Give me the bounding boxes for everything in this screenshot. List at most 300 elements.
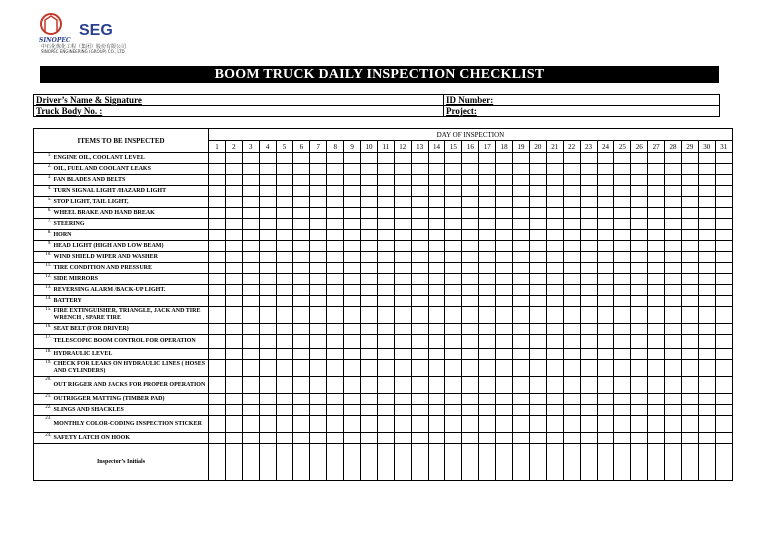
check-cell-day-4[interactable] xyxy=(259,153,276,164)
check-cell-day-12[interactable] xyxy=(394,405,411,416)
check-cell-day-14[interactable] xyxy=(428,230,445,241)
check-cell-day-12[interactable] xyxy=(394,219,411,230)
check-cell-day-6[interactable] xyxy=(293,285,310,296)
check-cell-day-22[interactable] xyxy=(563,433,580,444)
check-cell-day-17[interactable] xyxy=(479,433,496,444)
check-cell-day-27[interactable] xyxy=(648,296,665,307)
check-cell-day-5[interactable] xyxy=(276,335,293,349)
check-cell-day-12[interactable] xyxy=(394,360,411,377)
check-cell-day-10[interactable] xyxy=(361,394,378,405)
check-cell-day-6[interactable] xyxy=(293,230,310,241)
check-cell-day-27[interactable] xyxy=(648,208,665,219)
check-cell-day-22[interactable] xyxy=(563,377,580,394)
check-cell-day-12[interactable] xyxy=(394,349,411,360)
check-cell-day-3[interactable] xyxy=(242,394,259,405)
check-cell-day-4[interactable] xyxy=(259,349,276,360)
check-cell-day-24[interactable] xyxy=(597,263,614,274)
check-cell-day-28[interactable] xyxy=(665,405,682,416)
check-cell-day-5[interactable] xyxy=(276,416,293,433)
check-cell-day-2[interactable] xyxy=(225,164,242,175)
check-cell-day-19[interactable] xyxy=(513,285,530,296)
check-cell-day-26[interactable] xyxy=(631,405,648,416)
check-cell-day-24[interactable] xyxy=(597,219,614,230)
check-cell-day-28[interactable] xyxy=(665,241,682,252)
check-cell-day-31[interactable] xyxy=(715,175,732,186)
check-cell-day-9[interactable] xyxy=(344,307,361,324)
check-cell-day-11[interactable] xyxy=(377,335,394,349)
check-cell-day-12[interactable] xyxy=(394,175,411,186)
check-cell-day-12[interactable] xyxy=(394,241,411,252)
check-cell-day-23[interactable] xyxy=(580,307,597,324)
check-cell-day-19[interactable] xyxy=(513,307,530,324)
check-cell-day-3[interactable] xyxy=(242,405,259,416)
check-cell-day-24[interactable] xyxy=(597,208,614,219)
check-cell-day-19[interactable] xyxy=(513,164,530,175)
check-cell-day-9[interactable] xyxy=(344,175,361,186)
check-cell-day-14[interactable] xyxy=(428,252,445,263)
initials-cell-day-29[interactable] xyxy=(681,444,698,481)
check-cell-day-6[interactable] xyxy=(293,335,310,349)
check-cell-day-27[interactable] xyxy=(648,433,665,444)
check-cell-day-16[interactable] xyxy=(462,197,479,208)
check-cell-day-14[interactable] xyxy=(428,219,445,230)
check-cell-day-8[interactable] xyxy=(327,197,344,208)
check-cell-day-17[interactable] xyxy=(479,186,496,197)
check-cell-day-26[interactable] xyxy=(631,324,648,335)
check-cell-day-17[interactable] xyxy=(479,263,496,274)
check-cell-day-9[interactable] xyxy=(344,197,361,208)
check-cell-day-24[interactable] xyxy=(597,335,614,349)
check-cell-day-18[interactable] xyxy=(496,416,513,433)
initials-cell-day-6[interactable] xyxy=(293,444,310,481)
check-cell-day-1[interactable] xyxy=(209,416,226,433)
initials-cell-day-16[interactable] xyxy=(462,444,479,481)
check-cell-day-12[interactable] xyxy=(394,416,411,433)
check-cell-day-5[interactable] xyxy=(276,433,293,444)
check-cell-day-4[interactable] xyxy=(259,164,276,175)
check-cell-day-11[interactable] xyxy=(377,153,394,164)
check-cell-day-24[interactable] xyxy=(597,394,614,405)
check-cell-day-5[interactable] xyxy=(276,324,293,335)
check-cell-day-15[interactable] xyxy=(445,252,462,263)
check-cell-day-14[interactable] xyxy=(428,197,445,208)
check-cell-day-14[interactable] xyxy=(428,416,445,433)
check-cell-day-23[interactable] xyxy=(580,208,597,219)
initials-cell-day-13[interactable] xyxy=(411,444,428,481)
check-cell-day-9[interactable] xyxy=(344,433,361,444)
check-cell-day-23[interactable] xyxy=(580,360,597,377)
check-cell-day-8[interactable] xyxy=(327,285,344,296)
check-cell-day-29[interactable] xyxy=(681,175,698,186)
check-cell-day-10[interactable] xyxy=(361,285,378,296)
check-cell-day-14[interactable] xyxy=(428,186,445,197)
check-cell-day-1[interactable] xyxy=(209,241,226,252)
check-cell-day-20[interactable] xyxy=(529,307,546,324)
check-cell-day-1[interactable] xyxy=(209,208,226,219)
initials-cell-day-27[interactable] xyxy=(648,444,665,481)
check-cell-day-14[interactable] xyxy=(428,360,445,377)
check-cell-day-1[interactable] xyxy=(209,263,226,274)
check-cell-day-19[interactable] xyxy=(513,175,530,186)
check-cell-day-27[interactable] xyxy=(648,241,665,252)
check-cell-day-6[interactable] xyxy=(293,219,310,230)
check-cell-day-26[interactable] xyxy=(631,377,648,394)
check-cell-day-10[interactable] xyxy=(361,433,378,444)
initials-cell-day-9[interactable] xyxy=(344,444,361,481)
check-cell-day-23[interactable] xyxy=(580,197,597,208)
check-cell-day-31[interactable] xyxy=(715,208,732,219)
check-cell-day-23[interactable] xyxy=(580,349,597,360)
check-cell-day-15[interactable] xyxy=(445,416,462,433)
check-cell-day-7[interactable] xyxy=(310,241,327,252)
check-cell-day-22[interactable] xyxy=(563,197,580,208)
check-cell-day-25[interactable] xyxy=(614,153,631,164)
check-cell-day-31[interactable] xyxy=(715,324,732,335)
check-cell-day-30[interactable] xyxy=(698,349,715,360)
check-cell-day-23[interactable] xyxy=(580,324,597,335)
check-cell-day-17[interactable] xyxy=(479,296,496,307)
check-cell-day-15[interactable] xyxy=(445,164,462,175)
check-cell-day-18[interactable] xyxy=(496,307,513,324)
check-cell-day-1[interactable] xyxy=(209,186,226,197)
initials-cell-day-26[interactable] xyxy=(631,444,648,481)
check-cell-day-30[interactable] xyxy=(698,219,715,230)
check-cell-day-19[interactable] xyxy=(513,274,530,285)
check-cell-day-8[interactable] xyxy=(327,405,344,416)
check-cell-day-29[interactable] xyxy=(681,335,698,349)
check-cell-day-28[interactable] xyxy=(665,274,682,285)
check-cell-day-3[interactable] xyxy=(242,335,259,349)
check-cell-day-18[interactable] xyxy=(496,360,513,377)
check-cell-day-18[interactable] xyxy=(496,377,513,394)
check-cell-day-17[interactable] xyxy=(479,405,496,416)
check-cell-day-2[interactable] xyxy=(225,335,242,349)
check-cell-day-30[interactable] xyxy=(698,164,715,175)
check-cell-day-20[interactable] xyxy=(529,241,546,252)
check-cell-day-3[interactable] xyxy=(242,230,259,241)
check-cell-day-27[interactable] xyxy=(648,285,665,296)
check-cell-day-8[interactable] xyxy=(327,349,344,360)
check-cell-day-29[interactable] xyxy=(681,394,698,405)
check-cell-day-25[interactable] xyxy=(614,274,631,285)
check-cell-day-13[interactable] xyxy=(411,416,428,433)
check-cell-day-11[interactable] xyxy=(377,219,394,230)
check-cell-day-21[interactable] xyxy=(546,252,563,263)
check-cell-day-28[interactable] xyxy=(665,335,682,349)
check-cell-day-11[interactable] xyxy=(377,263,394,274)
check-cell-day-2[interactable] xyxy=(225,377,242,394)
check-cell-day-2[interactable] xyxy=(225,285,242,296)
check-cell-day-4[interactable] xyxy=(259,208,276,219)
check-cell-day-6[interactable] xyxy=(293,324,310,335)
initials-cell-day-28[interactable] xyxy=(665,444,682,481)
check-cell-day-23[interactable] xyxy=(580,274,597,285)
check-cell-day-31[interactable] xyxy=(715,296,732,307)
check-cell-day-19[interactable] xyxy=(513,186,530,197)
check-cell-day-29[interactable] xyxy=(681,416,698,433)
check-cell-day-30[interactable] xyxy=(698,285,715,296)
check-cell-day-5[interactable] xyxy=(276,164,293,175)
check-cell-day-9[interactable] xyxy=(344,274,361,285)
check-cell-day-4[interactable] xyxy=(259,175,276,186)
check-cell-day-5[interactable] xyxy=(276,307,293,324)
check-cell-day-31[interactable] xyxy=(715,405,732,416)
check-cell-day-24[interactable] xyxy=(597,230,614,241)
initials-cell-day-14[interactable] xyxy=(428,444,445,481)
check-cell-day-22[interactable] xyxy=(563,307,580,324)
check-cell-day-3[interactable] xyxy=(242,175,259,186)
check-cell-day-17[interactable] xyxy=(479,377,496,394)
check-cell-day-3[interactable] xyxy=(242,164,259,175)
check-cell-day-19[interactable] xyxy=(513,349,530,360)
check-cell-day-30[interactable] xyxy=(698,360,715,377)
project-field[interactable] xyxy=(444,106,720,117)
check-cell-day-20[interactable] xyxy=(529,335,546,349)
check-cell-day-7[interactable] xyxy=(310,252,327,263)
check-cell-day-28[interactable] xyxy=(665,360,682,377)
check-cell-day-5[interactable] xyxy=(276,274,293,285)
check-cell-day-21[interactable] xyxy=(546,197,563,208)
check-cell-day-10[interactable] xyxy=(361,335,378,349)
check-cell-day-3[interactable] xyxy=(242,360,259,377)
check-cell-day-9[interactable] xyxy=(344,285,361,296)
check-cell-day-15[interactable] xyxy=(445,349,462,360)
check-cell-day-2[interactable] xyxy=(225,241,242,252)
check-cell-day-20[interactable] xyxy=(529,219,546,230)
check-cell-day-3[interactable] xyxy=(242,252,259,263)
check-cell-day-27[interactable] xyxy=(648,186,665,197)
initials-cell-day-20[interactable] xyxy=(529,444,546,481)
check-cell-day-4[interactable] xyxy=(259,274,276,285)
check-cell-day-28[interactable] xyxy=(665,394,682,405)
check-cell-day-26[interactable] xyxy=(631,394,648,405)
check-cell-day-25[interactable] xyxy=(614,360,631,377)
check-cell-day-25[interactable] xyxy=(614,307,631,324)
check-cell-day-1[interactable] xyxy=(209,285,226,296)
check-cell-day-26[interactable] xyxy=(631,175,648,186)
check-cell-day-28[interactable] xyxy=(665,285,682,296)
check-cell-day-12[interactable] xyxy=(394,285,411,296)
check-cell-day-6[interactable] xyxy=(293,153,310,164)
check-cell-day-29[interactable] xyxy=(681,285,698,296)
check-cell-day-28[interactable] xyxy=(665,252,682,263)
check-cell-day-20[interactable] xyxy=(529,153,546,164)
check-cell-day-26[interactable] xyxy=(631,186,648,197)
check-cell-day-23[interactable] xyxy=(580,405,597,416)
check-cell-day-7[interactable] xyxy=(310,433,327,444)
check-cell-day-26[interactable] xyxy=(631,296,648,307)
check-cell-day-26[interactable] xyxy=(631,416,648,433)
check-cell-day-4[interactable] xyxy=(259,360,276,377)
check-cell-day-17[interactable] xyxy=(479,335,496,349)
check-cell-day-23[interactable] xyxy=(580,416,597,433)
check-cell-day-31[interactable] xyxy=(715,349,732,360)
check-cell-day-26[interactable] xyxy=(631,360,648,377)
check-cell-day-19[interactable] xyxy=(513,324,530,335)
check-cell-day-31[interactable] xyxy=(715,274,732,285)
check-cell-day-25[interactable] xyxy=(614,241,631,252)
check-cell-day-1[interactable] xyxy=(209,164,226,175)
check-cell-day-8[interactable] xyxy=(327,416,344,433)
check-cell-day-21[interactable] xyxy=(546,405,563,416)
check-cell-day-9[interactable] xyxy=(344,241,361,252)
check-cell-day-1[interactable] xyxy=(209,394,226,405)
check-cell-day-2[interactable] xyxy=(225,252,242,263)
check-cell-day-14[interactable] xyxy=(428,153,445,164)
check-cell-day-23[interactable] xyxy=(580,153,597,164)
check-cell-day-10[interactable] xyxy=(361,208,378,219)
check-cell-day-24[interactable] xyxy=(597,186,614,197)
check-cell-day-13[interactable] xyxy=(411,394,428,405)
check-cell-day-4[interactable] xyxy=(259,285,276,296)
initials-cell-day-8[interactable] xyxy=(327,444,344,481)
check-cell-day-23[interactable] xyxy=(580,433,597,444)
check-cell-day-1[interactable] xyxy=(209,360,226,377)
check-cell-day-5[interactable] xyxy=(276,405,293,416)
check-cell-day-12[interactable] xyxy=(394,164,411,175)
check-cell-day-30[interactable] xyxy=(698,324,715,335)
check-cell-day-5[interactable] xyxy=(276,153,293,164)
check-cell-day-19[interactable] xyxy=(513,416,530,433)
check-cell-day-27[interactable] xyxy=(648,405,665,416)
check-cell-day-7[interactable] xyxy=(310,360,327,377)
check-cell-day-15[interactable] xyxy=(445,360,462,377)
check-cell-day-9[interactable] xyxy=(344,360,361,377)
check-cell-day-6[interactable] xyxy=(293,241,310,252)
check-cell-day-18[interactable] xyxy=(496,263,513,274)
check-cell-day-9[interactable] xyxy=(344,335,361,349)
check-cell-day-1[interactable] xyxy=(209,296,226,307)
check-cell-day-24[interactable] xyxy=(597,307,614,324)
check-cell-day-30[interactable] xyxy=(698,186,715,197)
check-cell-day-29[interactable] xyxy=(681,274,698,285)
check-cell-day-15[interactable] xyxy=(445,377,462,394)
check-cell-day-28[interactable] xyxy=(665,263,682,274)
check-cell-day-29[interactable] xyxy=(681,360,698,377)
check-cell-day-31[interactable] xyxy=(715,433,732,444)
check-cell-day-31[interactable] xyxy=(715,186,732,197)
check-cell-day-15[interactable] xyxy=(445,405,462,416)
check-cell-day-26[interactable] xyxy=(631,252,648,263)
check-cell-day-4[interactable] xyxy=(259,263,276,274)
check-cell-day-25[interactable] xyxy=(614,349,631,360)
check-cell-day-18[interactable] xyxy=(496,324,513,335)
check-cell-day-13[interactable] xyxy=(411,324,428,335)
check-cell-day-16[interactable] xyxy=(462,377,479,394)
check-cell-day-29[interactable] xyxy=(681,241,698,252)
check-cell-day-2[interactable] xyxy=(225,360,242,377)
check-cell-day-13[interactable] xyxy=(411,335,428,349)
check-cell-day-7[interactable] xyxy=(310,324,327,335)
check-cell-day-16[interactable] xyxy=(462,335,479,349)
check-cell-day-13[interactable] xyxy=(411,405,428,416)
check-cell-day-12[interactable] xyxy=(394,197,411,208)
check-cell-day-18[interactable] xyxy=(496,230,513,241)
check-cell-day-6[interactable] xyxy=(293,296,310,307)
check-cell-day-28[interactable] xyxy=(665,208,682,219)
check-cell-day-20[interactable] xyxy=(529,433,546,444)
check-cell-day-11[interactable] xyxy=(377,433,394,444)
check-cell-day-4[interactable] xyxy=(259,307,276,324)
check-cell-day-2[interactable] xyxy=(225,208,242,219)
check-cell-day-29[interactable] xyxy=(681,405,698,416)
check-cell-day-16[interactable] xyxy=(462,324,479,335)
check-cell-day-24[interactable] xyxy=(597,274,614,285)
check-cell-day-15[interactable] xyxy=(445,219,462,230)
check-cell-day-4[interactable] xyxy=(259,219,276,230)
check-cell-day-14[interactable] xyxy=(428,349,445,360)
check-cell-day-30[interactable] xyxy=(698,416,715,433)
check-cell-day-27[interactable] xyxy=(648,274,665,285)
check-cell-day-13[interactable] xyxy=(411,230,428,241)
check-cell-day-24[interactable] xyxy=(597,241,614,252)
check-cell-day-22[interactable] xyxy=(563,208,580,219)
check-cell-day-3[interactable] xyxy=(242,263,259,274)
check-cell-day-27[interactable] xyxy=(648,335,665,349)
check-cell-day-9[interactable] xyxy=(344,208,361,219)
check-cell-day-7[interactable] xyxy=(310,296,327,307)
check-cell-day-27[interactable] xyxy=(648,263,665,274)
check-cell-day-16[interactable] xyxy=(462,208,479,219)
check-cell-day-25[interactable] xyxy=(614,377,631,394)
check-cell-day-13[interactable] xyxy=(411,307,428,324)
check-cell-day-13[interactable] xyxy=(411,241,428,252)
check-cell-day-18[interactable] xyxy=(496,186,513,197)
check-cell-day-12[interactable] xyxy=(394,186,411,197)
check-cell-day-26[interactable] xyxy=(631,274,648,285)
check-cell-day-7[interactable] xyxy=(310,164,327,175)
check-cell-day-2[interactable] xyxy=(225,263,242,274)
check-cell-day-27[interactable] xyxy=(648,349,665,360)
check-cell-day-25[interactable] xyxy=(614,416,631,433)
check-cell-day-23[interactable] xyxy=(580,252,597,263)
check-cell-day-28[interactable] xyxy=(665,230,682,241)
check-cell-day-21[interactable] xyxy=(546,219,563,230)
check-cell-day-20[interactable] xyxy=(529,296,546,307)
check-cell-day-16[interactable] xyxy=(462,285,479,296)
check-cell-day-29[interactable] xyxy=(681,186,698,197)
check-cell-day-10[interactable] xyxy=(361,153,378,164)
check-cell-day-3[interactable] xyxy=(242,153,259,164)
check-cell-day-28[interactable] xyxy=(665,175,682,186)
check-cell-day-6[interactable] xyxy=(293,377,310,394)
initials-cell-day-17[interactable] xyxy=(479,444,496,481)
check-cell-day-18[interactable] xyxy=(496,219,513,230)
check-cell-day-21[interactable] xyxy=(546,230,563,241)
check-cell-day-30[interactable] xyxy=(698,394,715,405)
check-cell-day-22[interactable] xyxy=(563,186,580,197)
check-cell-day-17[interactable] xyxy=(479,349,496,360)
check-cell-day-13[interactable] xyxy=(411,208,428,219)
check-cell-day-30[interactable] xyxy=(698,175,715,186)
check-cell-day-31[interactable] xyxy=(715,307,732,324)
check-cell-day-28[interactable] xyxy=(665,219,682,230)
check-cell-day-19[interactable] xyxy=(513,433,530,444)
check-cell-day-19[interactable] xyxy=(513,263,530,274)
check-cell-day-21[interactable] xyxy=(546,285,563,296)
check-cell-day-28[interactable] xyxy=(665,416,682,433)
check-cell-day-11[interactable] xyxy=(377,405,394,416)
check-cell-day-26[interactable] xyxy=(631,433,648,444)
check-cell-day-13[interactable] xyxy=(411,197,428,208)
check-cell-day-23[interactable] xyxy=(580,230,597,241)
check-cell-day-29[interactable] xyxy=(681,252,698,263)
check-cell-day-24[interactable] xyxy=(597,296,614,307)
check-cell-day-24[interactable] xyxy=(597,349,614,360)
check-cell-day-4[interactable] xyxy=(259,405,276,416)
check-cell-day-14[interactable] xyxy=(428,175,445,186)
check-cell-day-10[interactable] xyxy=(361,263,378,274)
